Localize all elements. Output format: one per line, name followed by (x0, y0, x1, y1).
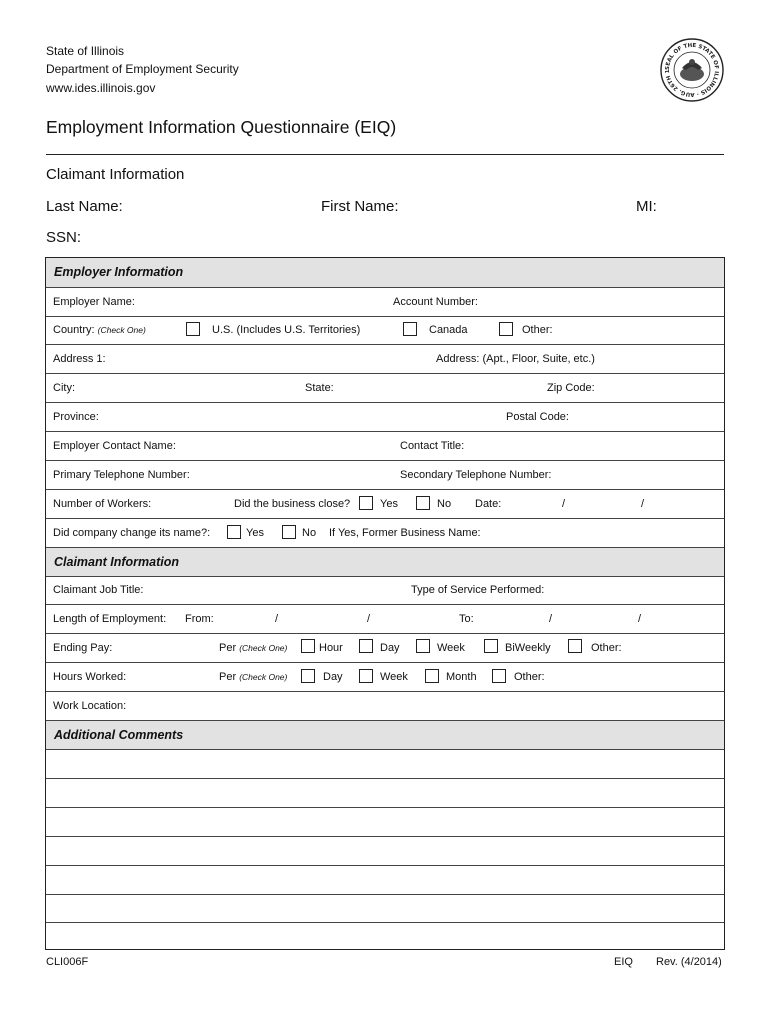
secondary-phone-label[interactable]: Secondary Telephone Number: (400, 469, 552, 481)
postal-code-label[interactable]: Postal Code: (506, 411, 569, 423)
business-close-label: Did the business close? (234, 498, 351, 510)
hours-day-checkbox[interactable] (301, 669, 315, 683)
phone-row (46, 461, 724, 490)
employer-section-header (46, 258, 724, 288)
state-seal-icon (660, 38, 724, 102)
ending-pay-row (46, 634, 724, 663)
to-slash: / (638, 613, 642, 625)
address-row (46, 345, 724, 374)
pay-day-checkbox[interactable] (359, 639, 373, 653)
to-label[interactable]: To: (459, 613, 474, 625)
page-title: Employment Information Questionnaire (EIQ) (46, 117, 397, 137)
pay-other-label: Other: (591, 642, 622, 654)
address2-label[interactable]: Address: (Apt., Floor, Suite, etc.) (436, 353, 595, 365)
pay-hour-checkbox[interactable] (301, 639, 315, 653)
form-revision: Rev. (4/2014) (656, 956, 722, 968)
account-number-label[interactable]: Account Number: (393, 296, 478, 308)
from-slash: / (367, 613, 371, 625)
pay-per-label: Per (Check One) (219, 642, 288, 654)
country-other-checkbox[interactable] (499, 322, 513, 336)
city-row (46, 374, 724, 403)
address1-label[interactable]: Address 1: (53, 353, 106, 365)
last-name-label[interactable]: Last Name: (46, 198, 123, 215)
check-one-note: (Check One) (239, 672, 288, 682)
contact-name-label[interactable]: Employer Contact Name: (53, 440, 176, 452)
primary-phone-label[interactable]: Primary Telephone Number: (53, 469, 190, 481)
agency-department: Department of Employment Security (46, 62, 239, 76)
business-close-no-checkbox[interactable] (416, 496, 430, 510)
employer-name-row (46, 288, 724, 317)
name-change-row (46, 519, 724, 548)
claimant-section-title: Claimant Information (54, 555, 180, 569)
province-label[interactable]: Province: (53, 411, 99, 423)
zip-label[interactable]: Zip Code: (547, 382, 595, 394)
hours-month-checkbox[interactable] (425, 669, 439, 683)
work-location-row (46, 692, 724, 721)
comment-line[interactable] (46, 895, 724, 923)
comment-line[interactable] (46, 808, 724, 837)
state-label[interactable]: State: (305, 382, 334, 394)
length-label: Length of Employment: (53, 613, 167, 625)
comment-line[interactable] (46, 866, 724, 895)
employment-length-row (46, 605, 724, 634)
ssn-label[interactable]: SSN: (46, 229, 82, 246)
name-change-no-checkbox[interactable] (282, 525, 296, 539)
business-close-no-label: No (437, 498, 452, 510)
name-change-label: Did company change its name?: (53, 527, 211, 539)
country-canada-checkbox[interactable] (403, 322, 417, 336)
job-title-row (46, 577, 724, 605)
from-slash: / (275, 613, 279, 625)
title-divider (46, 154, 724, 155)
first-name-label[interactable]: First Name: (321, 198, 399, 215)
ending-pay-label[interactable]: Ending Pay: (53, 642, 113, 654)
hours-month-label: Month (446, 671, 477, 683)
hours-other-label: Other: (514, 671, 545, 683)
comments-section-title: Additional Comments (54, 728, 184, 742)
service-type-label[interactable]: Type of Service Performed: (411, 584, 545, 596)
pay-week-checkbox[interactable] (416, 639, 430, 653)
check-one-note: (Check One) (97, 325, 146, 335)
pay-biweekly-checkbox[interactable] (484, 639, 498, 653)
former-name-label[interactable]: If Yes, Former Business Name: (329, 527, 481, 539)
comment-line[interactable] (46, 779, 724, 808)
mi-label[interactable]: MI: (636, 198, 657, 215)
svg-text:SEAL OF THE STATE OF ILLINOIS: SEAL OF THE STATE OF ILLINOIS · AUG. 26TH 1 (664, 42, 720, 98)
business-close-yes-checkbox[interactable] (359, 496, 373, 510)
name-change-yes-label: Yes (246, 527, 264, 539)
check-one-note: (Check One) (239, 643, 288, 653)
country-row (46, 317, 724, 345)
city-label[interactable]: City: (53, 382, 75, 394)
country-us-checkbox[interactable] (186, 322, 200, 336)
contact-row (46, 432, 724, 461)
name-change-no-label: No (302, 527, 317, 539)
pay-hour-label: Hour (319, 642, 343, 654)
hours-other-checkbox[interactable] (492, 669, 506, 683)
date-slash: / (562, 498, 566, 510)
country-other-label: Other: (522, 324, 553, 336)
close-date-label[interactable]: Date: (475, 498, 502, 510)
hours-worked-row (46, 663, 724, 692)
country-us-label: U.S. (Includes U.S. Territories) (212, 324, 361, 336)
agency-state: State of Illinois (46, 44, 125, 58)
from-label[interactable]: From: (185, 613, 214, 625)
province-row (46, 403, 724, 432)
comment-line[interactable] (46, 923, 724, 949)
pay-biweekly-label: BiWeekly (505, 642, 551, 654)
pay-other-checkbox[interactable] (568, 639, 582, 653)
form-id: CLI006F (46, 956, 89, 968)
comments-section-header (46, 721, 724, 750)
contact-title-label[interactable]: Contact Title: (400, 440, 465, 452)
name-change-yes-checkbox[interactable] (227, 525, 241, 539)
country-label: Country: (Check One) (53, 324, 146, 336)
business-close-yes-label: Yes (380, 498, 398, 510)
hours-worked-label[interactable]: Hours Worked: (53, 671, 127, 683)
date-slash: / (641, 498, 645, 510)
comment-line[interactable] (46, 837, 724, 866)
workers-row (46, 490, 724, 519)
hours-per-label: Per (Check One) (219, 671, 288, 683)
agency-url: www.ides.illinois.gov (46, 81, 156, 95)
form-table (45, 257, 725, 950)
employer-name-label[interactable]: Employer Name: (53, 296, 135, 308)
job-title-label[interactable]: Claimant Job Title: (53, 584, 144, 596)
form-code: EIQ (614, 956, 633, 968)
to-slash: / (549, 613, 553, 625)
claimant-section-header (46, 548, 724, 577)
pay-week-label: Week (437, 642, 465, 654)
hours-week-checkbox[interactable] (359, 669, 373, 683)
country-canada-label: Canada (429, 324, 468, 336)
workers-label[interactable]: Number of Workers: (53, 498, 152, 510)
claimant-section-label: Claimant Information (46, 166, 185, 183)
pay-day-label: Day (380, 642, 400, 654)
employer-section-title: Employer Information (54, 265, 184, 279)
comment-line[interactable] (46, 750, 724, 779)
hours-day-label: Day (323, 671, 343, 683)
work-location-label[interactable]: Work Location: (53, 700, 127, 712)
hours-week-label: Week (380, 671, 408, 683)
